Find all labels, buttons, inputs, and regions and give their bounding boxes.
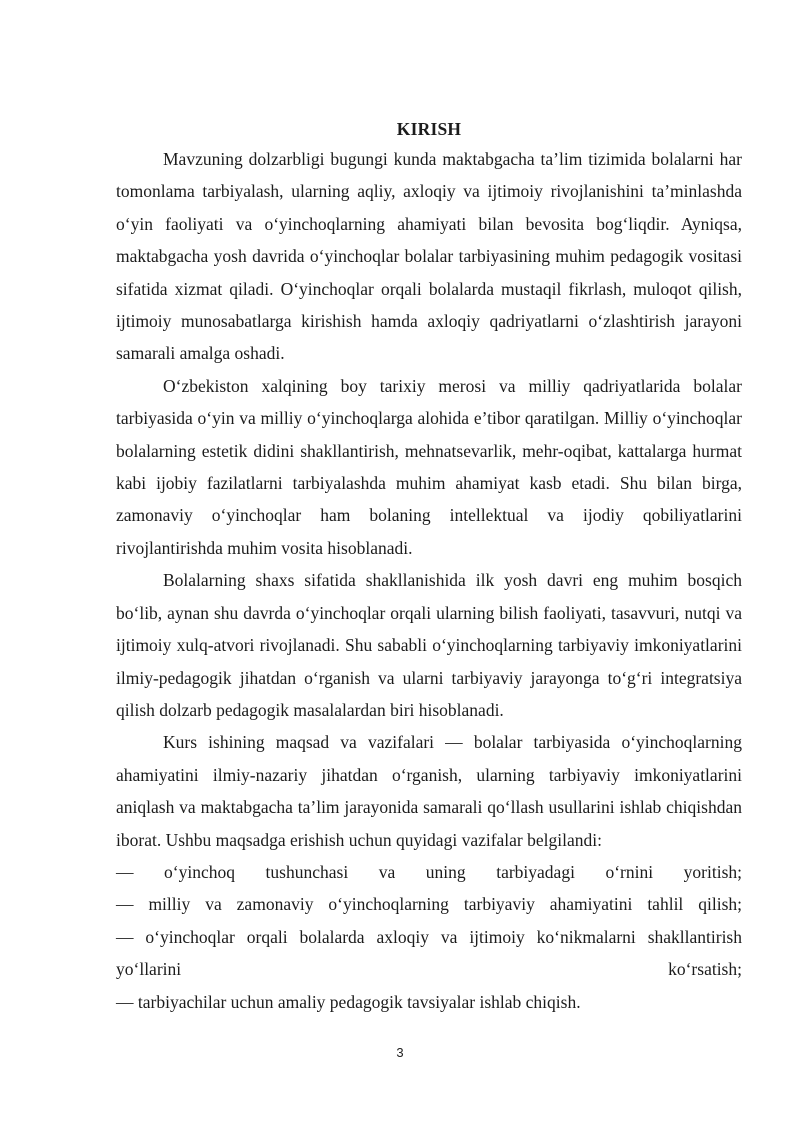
task-item: — o‘yinchoq tushunchasi va uning tarbiyadagi o‘rnini yoritish;	[116, 861, 742, 882]
page-title: KIRISH	[396, 119, 462, 139]
paragraph-relevance: Mavzuning dolzarbligi bugungi kunda maktabgacha ta’lim tizimida bolalarni har tomonlama tarbiyalash, ularning aqliy, axloqiy va ijtimoiy rivojlanishini ta’minlashda o‘yin faoliyati va o‘yinchoqlarning ahamiyati bilan bevosita bog‘liqdir. Ayniqsa, maktabgacha yosh davrida o‘yinchoqlar bolalar tarbiyasining muhim pedagogik vositasi sifatida xizmat qiladi. O‘yinchoqlar orqali bolalarda mustaqil fikrlash, muloqot qilish, ijtimoiy munosabatlarga kirishish hamda axloqiy qadriyatlarni o‘zlashtirish jarayoni samarali amalga oshadi.	[116, 149, 742, 364]
task-item: — tarbiyachilar uchun amaliy pedagogik tavsiyalar ishlab chiqish.	[116, 991, 581, 1012]
page-number: 3	[396, 1045, 404, 1060]
task-item: — milliy va zamonaviy o‘yinchoqlarning tarbiyaviy ahamiyatini tahlil qilish;	[116, 894, 742, 915]
page-content	[116, 116, 742, 1018]
task-item: — o‘yinchoqlar orqali bolalarda axloqiy va ijtimoiy ko‘nikmalarni shakllantirish	[116, 926, 742, 947]
paragraph-goals: Kurs ishining maqsad va vazifalari — bolalar tarbiyasida o‘yinchoqlarning ahamiyatini ilmiy-nazariy jihatdan o‘rganish, ularning tarbiyaviy imkoniyatlarini aniqlash va maktabgacha ta’lim jarayonida samarali qo‘llash usullarini ishlab chiqishdan iborat. Ushbu maqsadga erishish uchun quyidagi vazifalar belgilandi:	[116, 732, 742, 850]
paragraph-heritage: O‘zbekiston xalqining boy tarixiy merosi va milliy qadriyatlarida bolalar tarbiyasida o‘yin va milliy o‘yinchoqlarga alohida e’tibor qaratilgan. Milliy o‘yinchoqlar bolalarning estetik didini shakllantirish, mehnatsevarlik, mehr-oqibat, kattalarga hurmat kabi ijobiy fazilatlarni tarbiyalashda muhim ahamiyat kasb etadi. Shu bilan birga, zamonaviy o‘yinchoqlar ham bolaning intellektual va ijodiy qobiliyatlarini rivojlantirishda muhim vosita hisoblanadi.	[116, 375, 742, 558]
paragraph-early-age: Bolalarning shaxs sifatida shakllanishida ilk yosh davri eng muhim bosqich bo‘lib, aynan shu davrda o‘yinchoqlar orqali ularning bilish faoliyati, tasavvuri, nutqi va ijtimoiy xulq-atvori rivojlanadi. Shu sababli o‘yinchoqlarning tarbiyaviy imkoniyatlarini ilmiy-pedagogik jihatdan o‘rganish va ularni tarbiyaviy jarayonga to‘g‘ri integratsiya qilish dolzarb pedagogik masalalardan biri hisoblanadi.	[116, 570, 742, 720]
task-item-continuation: yo‘llarini ko‘rsatish;	[116, 959, 742, 980]
